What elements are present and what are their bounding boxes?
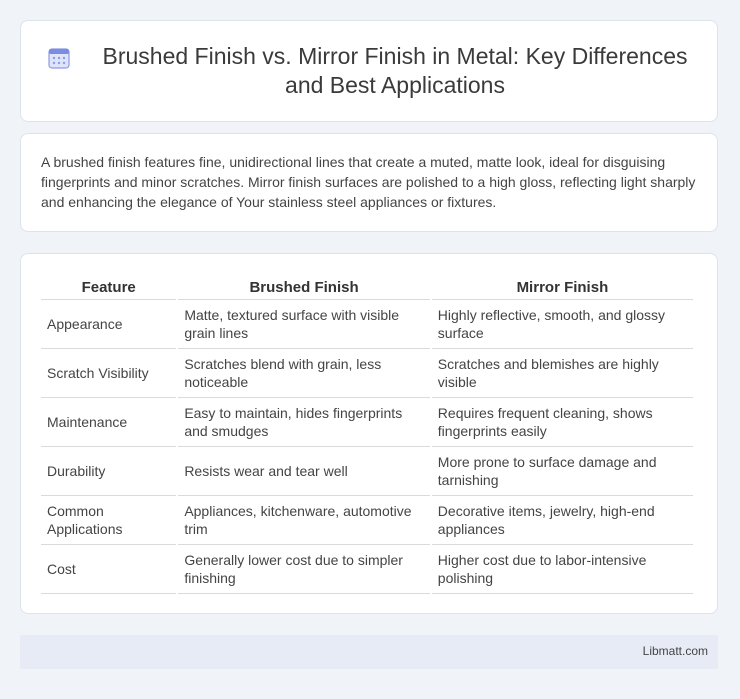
brushed-cell: Appliances, kitchenware, automotive trim [178, 496, 429, 545]
table-row [41, 545, 693, 594]
feature-cell: Appearance [41, 300, 176, 349]
mirror-cell: Highly reflective, smooth, and glossy surface [432, 300, 693, 349]
mirror-cell: Scratches and blemishes are highly visible [432, 349, 693, 398]
table-row [41, 398, 693, 447]
footer-bar [20, 635, 718, 669]
mirror-cell: Requires frequent cleaning, shows fingerprints easily [432, 398, 693, 447]
brushed-cell: Easy to maintain, hides fingerprints and smudges [178, 398, 429, 447]
footer-brand-link[interactable]: Libmatt.com [642, 644, 708, 658]
mirror-cell: Higher cost due to labor-intensive polishing [432, 545, 693, 594]
table-row [41, 496, 693, 545]
feature-cell: Durability [41, 447, 176, 496]
title-card [20, 20, 718, 122]
brushed-cell: Matte, textured surface with visible grain lines [178, 300, 429, 349]
page-title: Brushed Finish vs. Mirror Finish in Metal: Key Differences and Best Applications [102, 43, 688, 98]
table-row [41, 300, 693, 349]
header-brushed: Brushed Finish [178, 274, 429, 300]
intro-text: A brushed finish features fine, unidirectional lines that create a muted, matte look, ideal for disguising fingerprints and minor scratches. Mirror finish surfaces are polished to a high gloss, reflecting light sharply and enhancing the elegance of Your stainless steel appliances or fixtures. [41, 154, 696, 210]
calendar-icon [47, 46, 71, 70]
table-row [41, 447, 693, 496]
comparison-table [39, 274, 695, 594]
table-header-row [41, 274, 693, 300]
feature-cell: Common Applications [41, 496, 176, 545]
header-mirror: Mirror Finish [432, 274, 693, 300]
feature-cell: Scratch Visibility [41, 349, 176, 398]
brushed-cell: Scratches blend with grain, less noticeable [178, 349, 429, 398]
title-wrap [21, 42, 717, 100]
table-row [41, 349, 693, 398]
intro-card [20, 133, 718, 232]
mirror-cell: More prone to surface damage and tarnishing [432, 447, 693, 496]
feature-cell: Maintenance [41, 398, 176, 447]
comparison-card [20, 253, 718, 614]
brushed-cell: Resists wear and tear well [178, 447, 429, 496]
header-feature: Feature [41, 274, 176, 300]
brushed-cell: Generally lower cost due to simpler finishing [178, 545, 429, 594]
feature-cell: Cost [41, 545, 176, 594]
mirror-cell: Decorative items, jewelry, high-end appliances [432, 496, 693, 545]
